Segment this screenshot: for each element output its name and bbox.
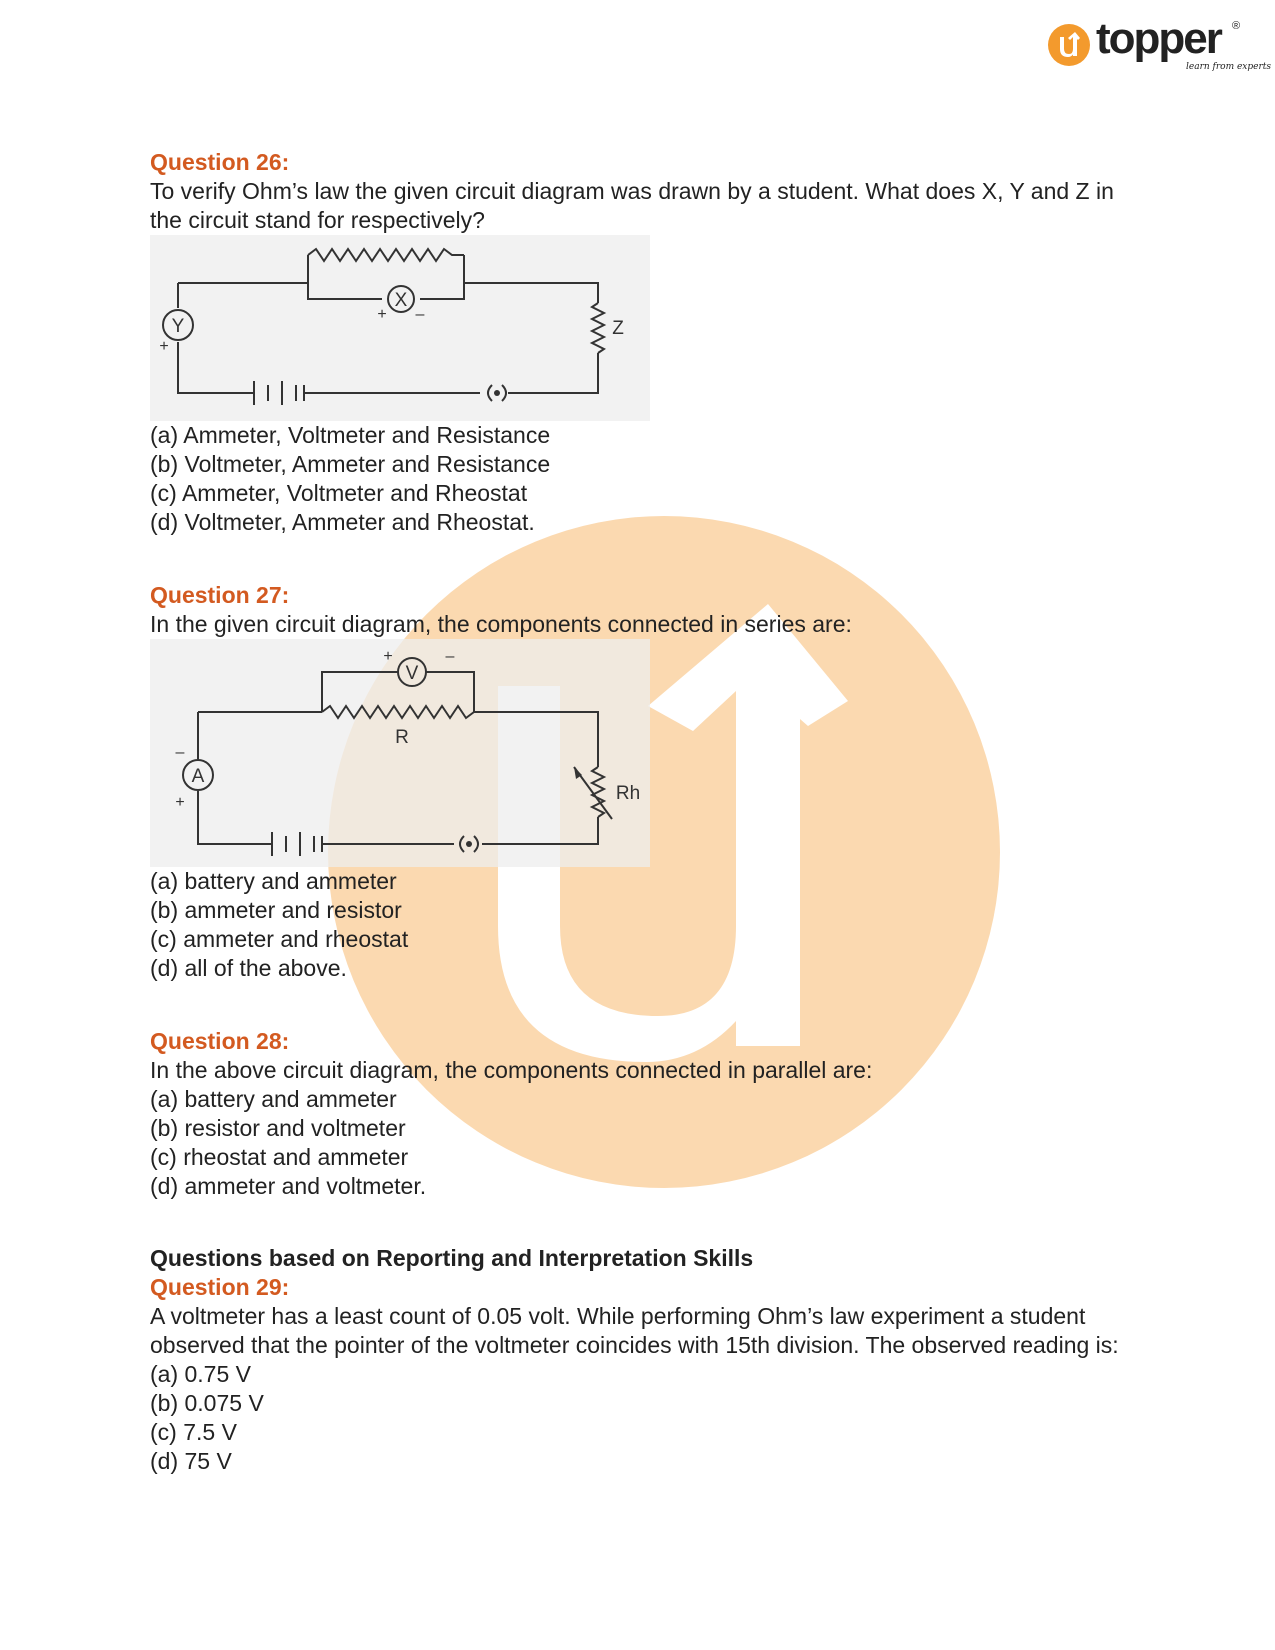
option-a: (a) 0.75 V	[150, 1361, 251, 1387]
options-list	[150, 1085, 1130, 1201]
logo-u-icon	[1048, 24, 1090, 66]
question-heading: Question 29:	[150, 1274, 290, 1300]
question-text: In the above circuit diagram, the components connected in parallel are:	[150, 1057, 873, 1083]
question-26	[150, 148, 1130, 537]
key-dot	[466, 841, 472, 847]
option-d: (d) 75 V	[150, 1448, 232, 1474]
label-plus-a: +	[175, 794, 185, 811]
page-content	[150, 148, 1130, 1476]
question-heading: Question 26:	[150, 149, 290, 175]
label-minus-a: –	[175, 744, 185, 761]
label-z: Z	[612, 318, 624, 339]
section-heading: Questions based on Reporting and Interpretation Skills	[150, 1245, 754, 1271]
topper-logo	[1048, 14, 1272, 80]
option-c: (c) rheostat and ammeter	[150, 1144, 409, 1170]
label-plus-v: +	[383, 648, 393, 665]
logo-tagline: learn from experts	[1186, 62, 1272, 72]
spacer	[150, 1201, 1130, 1244]
option-d: (d) Voltmeter, Ammeter and Rheostat.	[150, 509, 535, 535]
option-c: (c) 7.5 V	[150, 1419, 237, 1445]
option-a: (a) Ammeter, Voltmeter and Resistance	[150, 422, 551, 448]
option-b: (b) resistor and voltmeter	[150, 1115, 406, 1141]
label-minus-x: –	[415, 306, 425, 323]
label-rh: Rh	[615, 783, 641, 804]
label-y: Y	[171, 316, 185, 337]
logo-text: topper	[1096, 14, 1221, 63]
question-text: To verify Ohm’s law the given circuit diagram was drawn by a student. What does X, Y and Z in the circuit stand for respectively?	[150, 178, 1114, 233]
question-27	[150, 581, 1130, 983]
option-c: (c) ammeter and rheostat	[150, 926, 409, 952]
option-b: (b) 0.075 V	[150, 1390, 264, 1416]
options-list	[150, 867, 1130, 983]
label-a: A	[191, 766, 205, 787]
circuit-diagram-q27	[150, 639, 650, 867]
key-dot	[494, 390, 500, 396]
question-text: In the given circuit diagram, the components connected in series are:	[150, 611, 852, 637]
spacer	[150, 537, 1130, 581]
logo-registered-mark: ®	[1232, 20, 1241, 32]
question-text: A voltmeter has a least count of 0.05 volt. While performing Ohm’s law experiment a student observed that the pointer of the voltmeter coincides with 15th division. The observed reading is:	[150, 1303, 1119, 1358]
question-28	[150, 1027, 1130, 1201]
question-heading: Question 28:	[150, 1028, 290, 1054]
option-b: (b) ammeter and resistor	[150, 897, 402, 923]
option-d: (d) all of the above.	[150, 955, 347, 981]
spacer	[150, 983, 1130, 1027]
option-c: (c) Ammeter, Voltmeter and Rheostat	[150, 480, 528, 506]
label-plus-x: +	[377, 306, 387, 323]
label-plus-y: +	[159, 338, 169, 355]
label-v: V	[405, 663, 419, 684]
label-r: R	[395, 727, 409, 748]
label-minus-v: –	[445, 648, 455, 665]
label-x: X	[394, 290, 408, 311]
option-b: (b) Voltmeter, Ammeter and Resistance	[150, 451, 551, 477]
option-a: (a) battery and ammeter	[150, 868, 397, 894]
options-list	[150, 421, 1130, 537]
option-a: (a) battery and ammeter	[150, 1086, 397, 1112]
options-list	[150, 1360, 1130, 1476]
question-heading: Question 27:	[150, 582, 290, 608]
circuit-diagram-q26	[150, 235, 650, 421]
option-d: (d) ammeter and voltmeter.	[150, 1173, 427, 1199]
question-29	[150, 1244, 1130, 1476]
